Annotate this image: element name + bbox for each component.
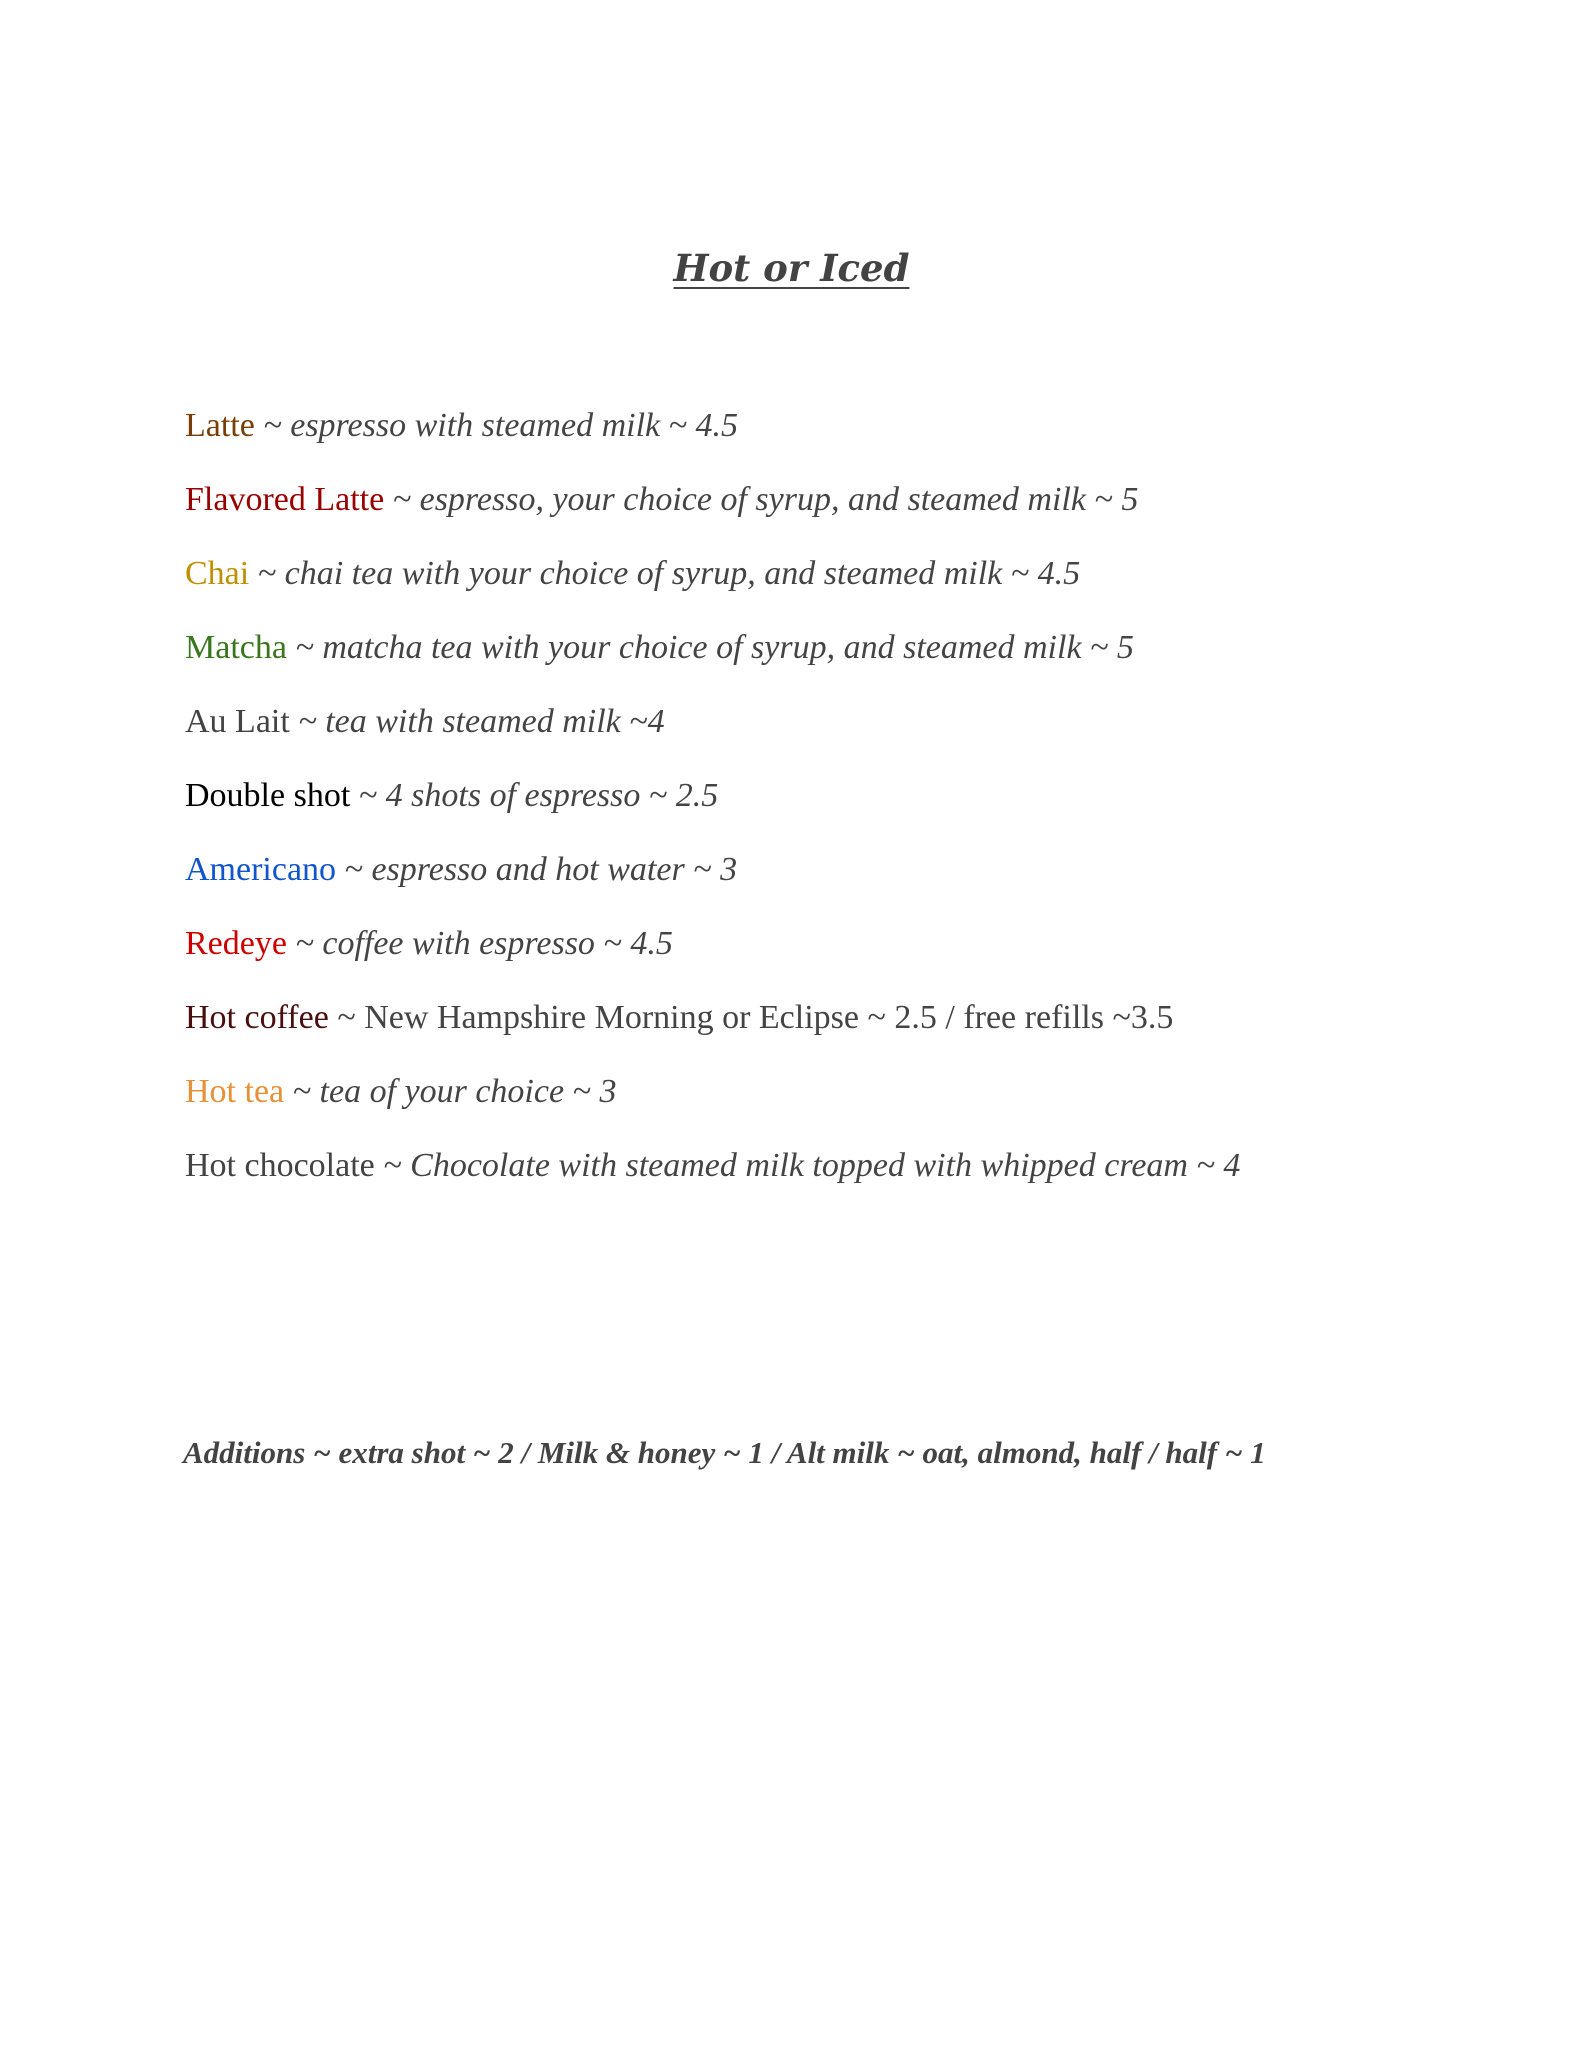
item-details: ~ tea with steamed milk ~4 <box>289 703 665 740</box>
item-details: ~ New Hampshire Morning or Eclipse ~ 2.5 / free refills ~3.5 <box>328 999 1174 1036</box>
item-name: Double shot <box>185 777 351 814</box>
item-name: Redeye <box>185 925 287 962</box>
menu-item-redeye <box>185 916 1505 990</box>
menu-item-flavored-latte <box>185 472 1505 546</box>
page-title: Hot or Iced <box>673 246 910 290</box>
item-details: ~ tea of your choice ~ 3 <box>284 1073 617 1110</box>
menu-item-hot-coffee <box>185 990 1505 1064</box>
item-name: Matcha <box>185 629 287 666</box>
menu-item-americano <box>185 842 1505 916</box>
item-name: Hot coffee <box>185 999 329 1036</box>
menu-item-matcha <box>185 620 1505 694</box>
item-details: ~ 4 shots of espresso ~ 2.5 <box>350 777 719 814</box>
item-name: Americano <box>185 851 337 888</box>
item-details: ~ espresso and hot water ~ 3 <box>336 851 738 888</box>
menu-item-chai <box>185 546 1505 620</box>
item-name: Chai <box>185 555 250 592</box>
item-details: ~ coffee with espresso ~ 4.5 <box>286 925 673 962</box>
item-name: Latte <box>185 407 255 444</box>
item-details: ~ espresso, your choice of syrup, and steamed milk ~ 5 <box>384 481 1139 518</box>
additions-note: Additions ~ extra shot ~ 2 / Milk & honey ~ 1 / Alt milk ~ oat, almond, half / half ~ 1 <box>183 1435 1266 1470</box>
drink-menu-list <box>185 398 1505 1212</box>
menu-item-double-shot <box>185 768 1505 842</box>
item-name: Hot tea <box>185 1073 285 1110</box>
item-details: ~ chai tea with your choice of syrup, and steamed milk ~ 4.5 <box>249 555 1081 592</box>
item-name: Au Lait <box>185 703 290 740</box>
menu-item-latte <box>185 398 1505 472</box>
item-name: Hot chocolate <box>185 1147 375 1184</box>
item-details: ~ Chocolate with steamed milk topped with whipped cream ~ 4 <box>374 1147 1241 1184</box>
menu-item-hot-chocolate <box>185 1138 1505 1212</box>
menu-item-au-lait <box>185 694 1505 768</box>
menu-item-hot-tea <box>185 1064 1505 1138</box>
item-name: Flavored Latte <box>185 481 385 518</box>
item-details: ~ matcha tea with your choice of syrup, and steamed milk ~ 5 <box>286 629 1134 666</box>
item-details: ~ espresso with steamed milk ~ 4.5 <box>254 407 738 444</box>
